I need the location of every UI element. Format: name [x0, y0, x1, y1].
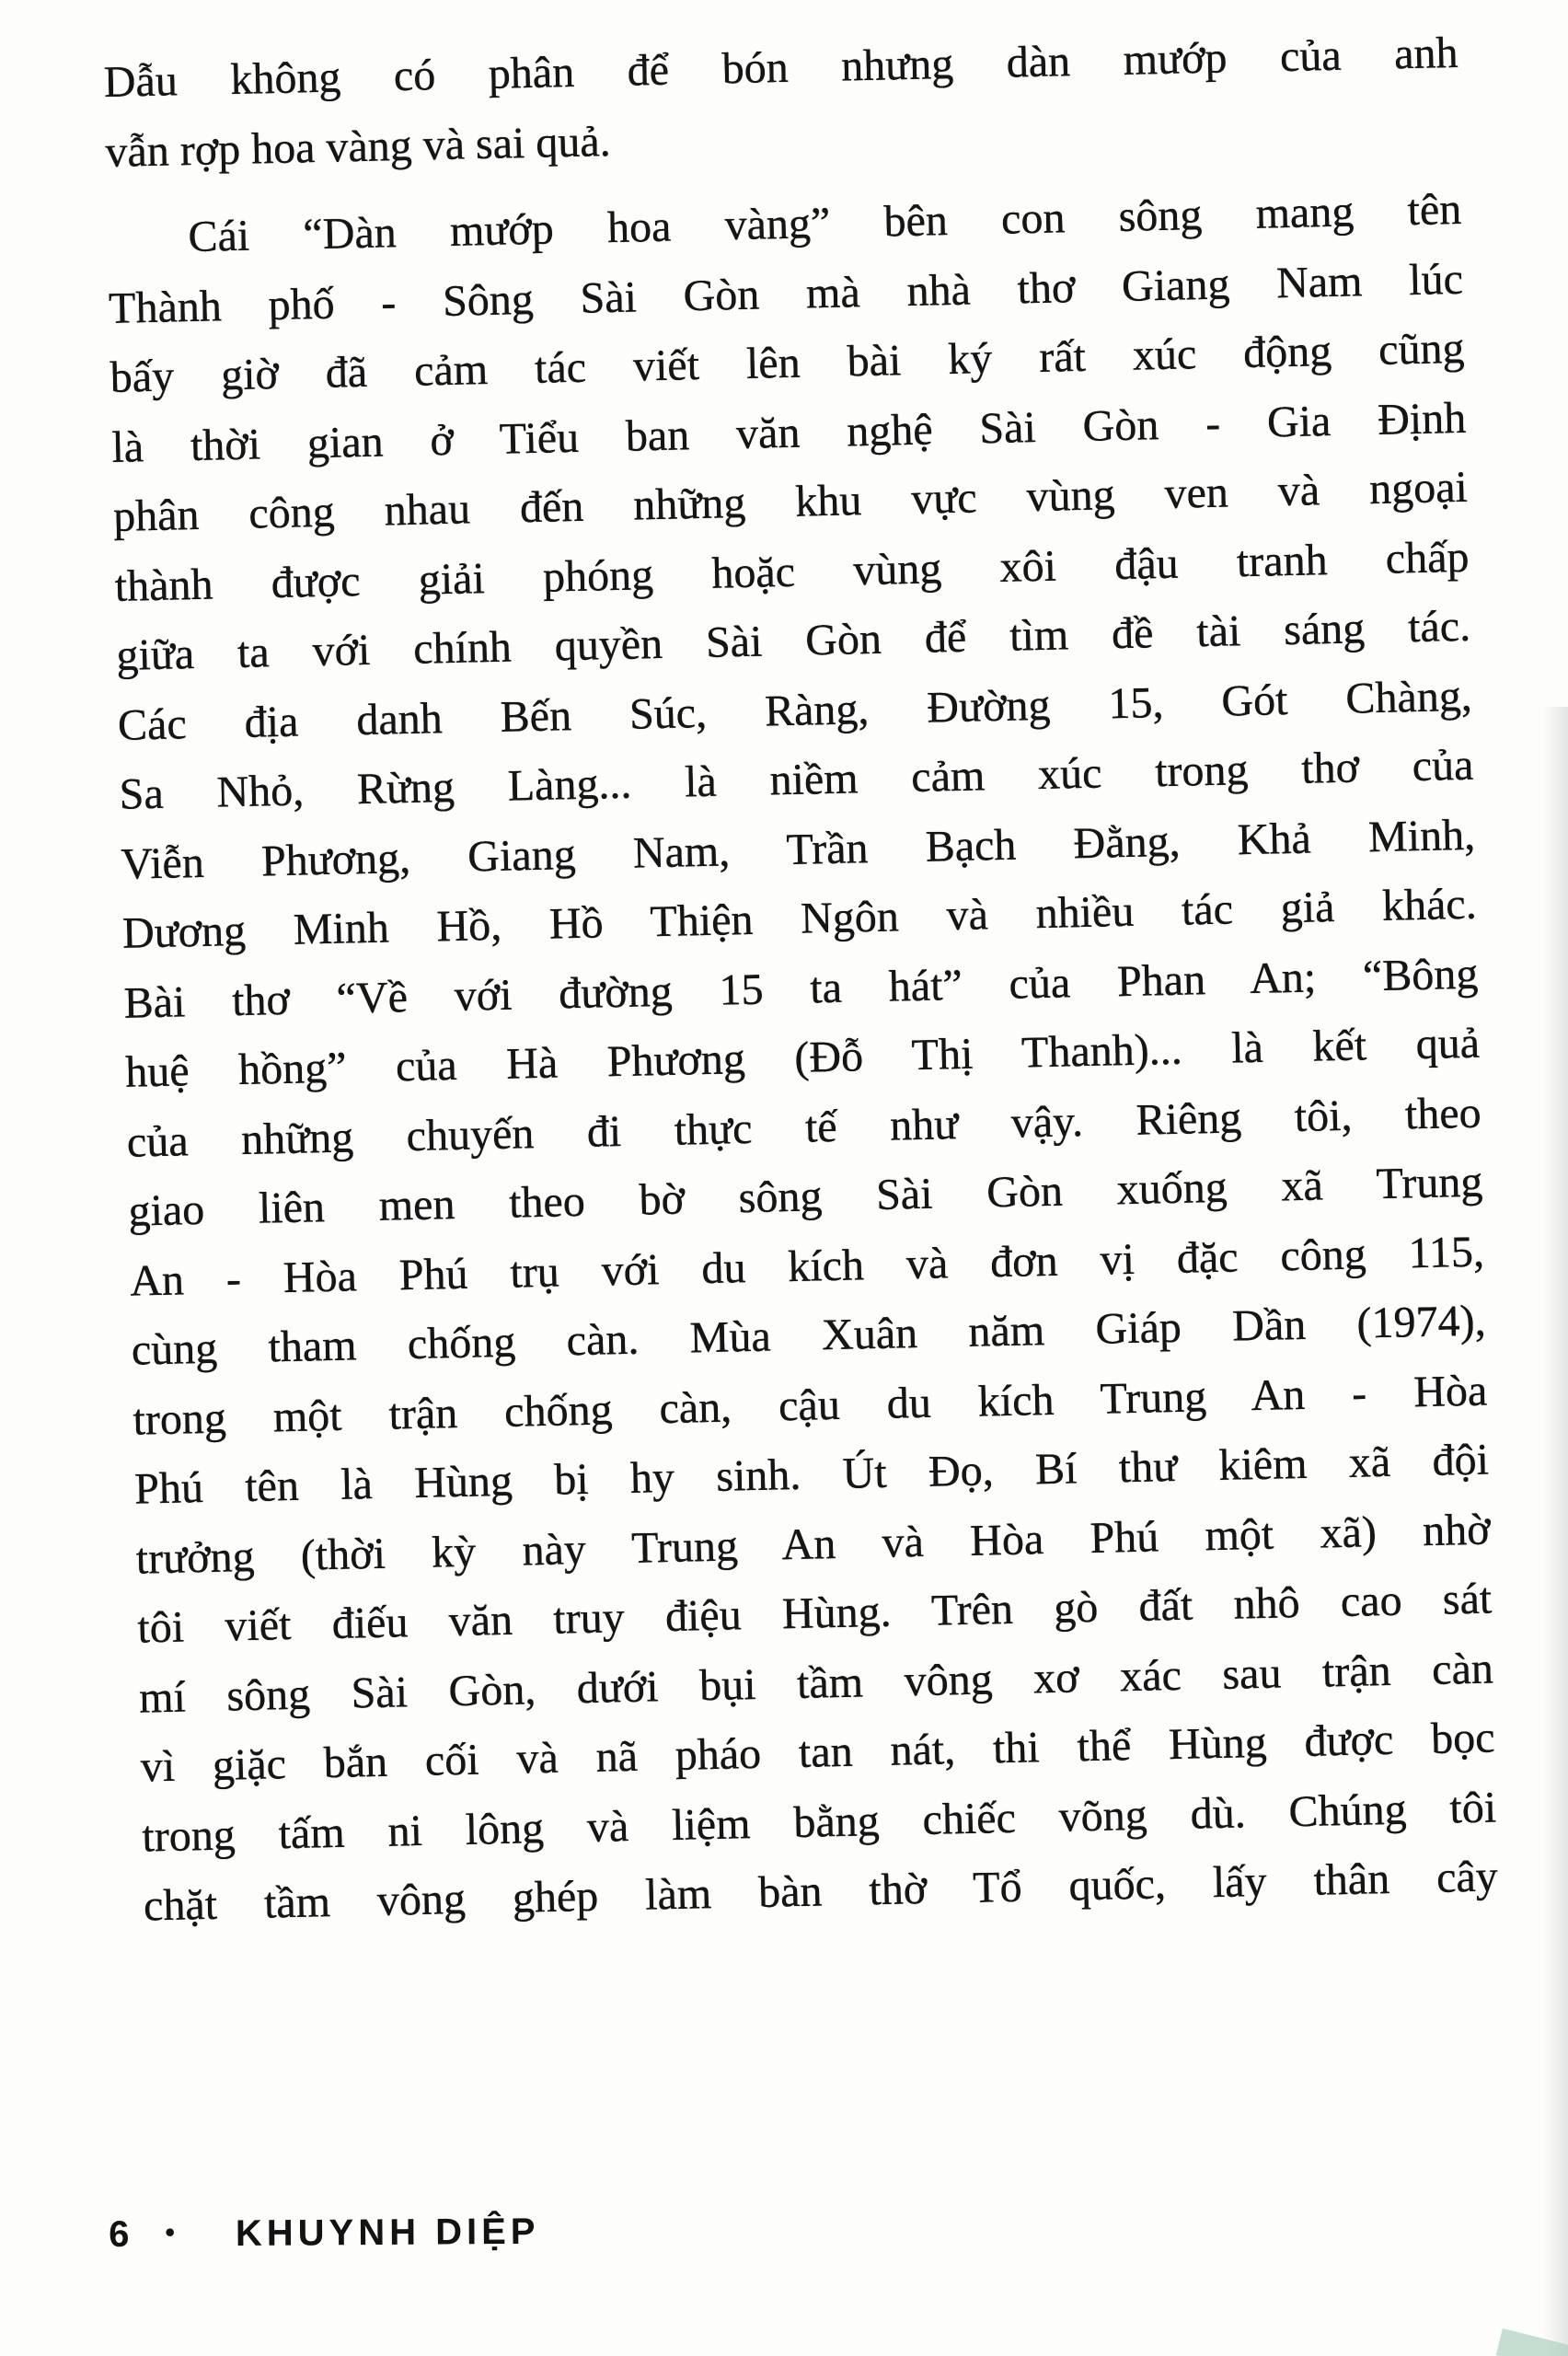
text-line: An - Hòa Phú trụ với du kích và đơn vị đặc công 115, — [129, 1227, 1485, 1306]
text-line: bấy giờ đã cảm tác viết lên bài ký rất xúc động cũng — [110, 323, 1466, 402]
text-line: giao liên men theo bờ sông Sài Gòn xuống xã Trung — [128, 1157, 1483, 1236]
body-text — [103, 18, 1499, 1941]
text-line: huệ hồng” của Hà Phương (Đỗ Thị Thanh)... là kết quả — [124, 1018, 1481, 1097]
text-line: Sa Nhỏ, Rừng Làng... là niềm cảm xúc trong thơ của — [119, 740, 1474, 819]
text-line: là thời gian ở Tiểu ban văn nghệ Sài Gòn - Gia Định — [110, 393, 1467, 472]
text-line: Dương Minh Hồ, Hồ Thiện Ngôn và nhiều tác giả khác. — [121, 879, 1478, 958]
text-line: Viễn Phương, Giang Nam, Trần Bạch Đằng, Khả Minh, — [120, 810, 1476, 889]
text-line: Dẫu không có phân để bón nhưng dàn mướp của anh — [103, 28, 1459, 107]
text-line: tôi viết điếu văn truy điệu Hùng. Trên gò đất nhô cao sát — [136, 1574, 1493, 1653]
page-footer — [109, 2212, 540, 2256]
scan-corner-accent — [1496, 2328, 1568, 2356]
text-line: Phú tên là Hùng bị hy sinh. Út Đọ, Bí thư kiêm xã đội — [133, 1435, 1490, 1514]
text-line: cùng tham chống càn. Mùa Xuân năm Giáp Dần (1974), — [131, 1296, 1487, 1375]
text-line: mí sông Sài Gòn, dưới bụi tầm vông xơ xác sau trận càn — [138, 1643, 1494, 1723]
footer-bullet-separator: • — [165, 2216, 176, 2248]
paragraph — [107, 175, 1499, 1941]
text-line: Cái “Dàn mướp hoa vàng” bên con sông mang tên — [187, 184, 1462, 262]
footer-author: KHUYNH DIỆP — [235, 2211, 540, 2255]
text-line: thành được giải phóng hoặc vùng xôi đậu tranh chấp — [114, 532, 1470, 611]
text-line: chặt tầm vông ghép làm bàn thờ Tổ quốc, lấy thân cây — [143, 1852, 1499, 1931]
text-line: trong tấm ni lông và liệm bằng chiếc võng dù. Chúng tôi — [141, 1782, 1497, 1862]
page-number: 6 — [109, 2213, 131, 2255]
text-line: trong một trận chống càn, cậu du kích Trung An - Hòa — [132, 1366, 1488, 1445]
text-line: Thành phố - Sông Sài Gòn mà nhà thơ Giang Nam lúc — [108, 254, 1464, 333]
text-line: vì giặc bắn cối và nã pháo tan nát, thi thể Hùng được bọc — [140, 1713, 1495, 1792]
text-line: của những chuyến đi thực tế như vậy. Riêng tôi, theo — [126, 1088, 1482, 1167]
paragraph — [103, 18, 1460, 187]
text-line: giữa ta với chính quyền Sài Gòn để tìm đề tài sáng tác. — [115, 601, 1471, 680]
text-line: Các địa danh Bến Súc, Ràng, Đường 15, Gót Chàng, — [117, 671, 1473, 750]
text-line: phân công nhau đến những khu vực vùng ven và ngoại — [112, 462, 1469, 541]
text-line: vẫn rợp hoa vàng và sai quả. — [104, 116, 612, 177]
scan-edge-shadow — [1542, 707, 1568, 2356]
text-line: trưởng (thời kỳ này Trung An và Hòa Phú một xã) nhờ — [135, 1505, 1492, 1584]
text-line: Bài thơ “Về với đường 15 ta hát” của Phan An; “Bông — [123, 949, 1479, 1028]
